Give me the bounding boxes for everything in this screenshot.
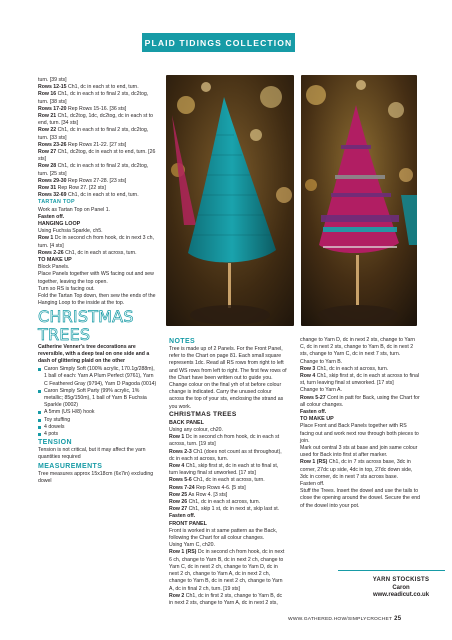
row-label: Row 26 [169,499,188,506]
fasten-off-text: Fasten off. [300,409,327,416]
row-label: Row 28 [38,163,57,170]
row-label: Rows 5-6 [169,477,192,484]
materials-item: A 5mm (US H/8) hook [38,409,158,416]
row-instruction: Rep Rows 15-16. [36 sts] [66,105,127,112]
materials-item: 4 dowels [38,424,158,431]
row-label: Row 16 [38,91,57,98]
pattern-line [300,395,420,409]
pattern-line: turn. [39 sts] [38,77,67,83]
materials-item: Caron Simply Soft (100% acrylic, 170.1g/288m), 1 ball of each: Yarn A Plum Perfect (9761), Yarn C Feathered Gray (9794), Yarn D Pagoda (0014) [38,366,158,388]
row-label: Rows 17-20 [38,105,67,112]
pattern-line [169,593,287,607]
row-instruction: Ch1, dc in each st across, turn. [315,365,389,372]
pattern-line [169,549,287,592]
pattern-title: CHRISTMAS TREES [38,306,134,344]
row-label: Row 27 [169,506,188,513]
pattern-line: Change to Yarn A. [300,387,342,394]
pattern-line [169,477,287,484]
row-instruction: Rep Rows 27-28. [23 sts] [66,177,127,184]
make-up-heading: TO MAKE UP [300,416,334,423]
page-number: 25 [394,616,402,622]
measurements-text: Tree measures approx 15x18cm (6x7in) excluding dowel [38,470,154,484]
pattern-line [38,149,158,163]
materials-item: 4 pots [38,431,158,438]
pattern-line [300,373,420,387]
row-instruction: Ch1, dc in each st to final 2 sts, dc2tog, turn. [38 sts] [38,91,149,105]
pattern-line: Using any colour, ch20. [169,427,223,434]
pattern-line [38,192,158,199]
hanging-loop-rows [38,228,158,257]
row-label: Row 25 [169,491,188,498]
row-label: Rows 7-24 [169,484,195,491]
row-instruction: Dc in second ch from hook, dc in next 3 ch, turn. [4 sts] [38,235,154,249]
row-label: Rows 2-3 [169,448,192,455]
pattern-line [38,235,158,249]
column-middle [169,337,287,607]
materials-list [38,366,158,438]
pattern-line [38,142,158,149]
pattern-line [169,449,287,463]
row-instruction: Rep Rows 4-6. [5 sts] [194,484,246,491]
pattern-line [38,127,158,141]
materials-item: Caron Simply Soft Party (99% acrylic, 1% metallic; 85g/150m), 1 ball of Yarn B Fuchsia Sparkle (0002) [38,388,158,410]
row-label: Row 27 [38,149,57,156]
front-panel-rows [169,528,287,607]
trees-heading: CHRISTMAS TREES [169,410,237,418]
row-label: Row 3 [300,365,316,372]
pattern-line [169,492,287,499]
row-instruction: Ch1, dc in each st across, turn. [187,499,261,506]
make-up-text [38,264,158,307]
row-instruction: Ch1, dc in each st to end, turn. [66,84,139,91]
tartan-top-text: Work as Tartan Top on Panel 1. [38,206,111,213]
pattern-line [38,84,158,91]
hanging-loop-heading: HANGING LOOP [38,221,81,228]
notes-text-2: Change colour on the final yrh of st before colour change is indicated. Carry the unused colour across the top of your sts, enclosing the strand as you work. [169,382,284,410]
row-label: Rows 5-27 [300,394,326,401]
pattern-line [38,106,158,113]
row-instruction: As Row 4. [3 sts] [187,491,228,498]
front-panel-heading: FRONT PANEL [169,520,207,527]
teal-tree-photo [166,75,294,326]
pattern-line: Turn so RS is facing out. [38,285,95,292]
section-banner: PLAID TIDINGS COLLECTION [142,33,295,52]
pattern-line [38,178,158,185]
row-label: Row 2 [169,592,185,599]
row-label: Rows 23-26 [38,141,67,148]
row-instruction: Ch1, skip first st, dc in each st to final st, turn leaving final st unworked. [17 sts] [169,463,279,477]
row-instruction: Ch1, dc in each st to end, turn. [66,192,139,199]
row-label: Row 1 [169,434,185,441]
row-instruction: Ch1, dc in first 2 sts, change to Yarn B, dc in next 2 sts, change to Yarn A, dc in next 2 sts, [169,592,283,606]
pattern-line: Place Panels together with WS facing out and sew together, leaving the top open. [38,271,154,285]
pattern-line [300,366,420,373]
pattern-line: Place Front and Back Panels together with RS facing out and work next row through both pieces to join. [300,423,419,444]
row-instruction: Ch1, dc in each st across, turn. [191,477,265,484]
row-label: Row 1 (RS) [300,459,328,466]
pattern-line [169,485,287,492]
pattern-line [169,463,287,477]
row-instruction: Ch1, dc2tog, dc in each st to end, turn. [26 sts] [38,149,156,163]
tartan-top-heading: TARTAN TOP [38,199,75,206]
row-label: Rows 12-15 [38,84,67,91]
measurements-heading: MEASUREMENTS [38,462,103,470]
pattern-line [38,250,158,257]
pattern-line [38,185,158,192]
tension-text: Tension is not critical, but it may affect the yarn quantities required [38,447,146,461]
stockist-link[interactable]: www.readicut.co.uk [372,592,430,598]
row-instruction: Rep Rows 21-22. [27 sts] [66,141,127,148]
make-up-text [300,423,420,509]
pattern-line [169,499,287,506]
row-label: Row 1 [38,235,54,242]
materials-item: Toy stuffing [38,417,158,424]
row-instruction: Ch1 (does not count as st throughout), dc in each st across, turn. [169,448,282,462]
row-label: Row 4 [169,463,185,470]
back-panel-rows [169,427,287,513]
pattern-rows-continued [38,77,158,199]
row-instruction: Ch1, dc in 7 sts across base, 3dc in corner, 27dc up side, 4dc in top, 27dc down side, 3dc in corner, dc in next 7 sts across base. [300,459,413,480]
plaid-tree-photo [301,75,417,326]
row-label: Rows 2-26 [38,249,64,256]
page-footer [288,616,401,622]
pattern-line: Mark out central 3 sts at base and join same colour used for Back into first st after marker. [300,445,418,459]
stockists-heading: YARN STOCKISTS [372,577,430,583]
tension-heading: TENSION [38,439,72,447]
row-label: Rows 29-30 [38,177,67,184]
row-label: Row 21 [38,113,57,120]
stockists-rule [338,570,445,571]
pattern-line: Change to Yarn B. [300,358,343,365]
pattern-line: Using Fuchsia Sparkle, ch5. [38,228,103,235]
pattern-line: Block Panels. [38,264,70,271]
front-panel-rows-continued [300,337,420,409]
pattern-line: Front is worked in st same pattern as the Back, following the Chart for all colour changes. [169,527,278,542]
pattern-line [38,91,158,105]
row-instruction: Dc in second ch from hook, dc in next 6 ch, change to Yarn B, dc in next 2 ch, change to Yarn C, dc in next 2 ch, change to Yarn D, dc in next 2 ch, change to Yarn A, dc in next 2 ch, change to Yarn B, dc in next 2 ch, change to Yarn A, dc in final 2 ch, turn. [19 sts] [169,549,285,592]
pattern-line [169,434,287,448]
row-instruction: Ch1, dc in each st to final 2 sts, dc2tog, turn. [33 sts] [38,127,149,141]
row-instruction: Ch1, dc in each st to final 2 sts, dc2tog, turn. [25 sts] [38,163,149,177]
row-instruction: Cont in patt for Back, using the Chart for all colour changes. [300,394,420,408]
pattern-line: Fold the Tartan Top down, then sew the ends of the Hanging Loop to the inside at the top. [38,293,156,307]
fasten-off-text: Fasten off. [169,513,196,520]
notes-heading: NOTES [169,338,196,345]
pattern-line: Stuff the Trees. Insert the dowel and use the tails to close the opening around the dowel. Secure the end of the dowel into your pot. [300,488,420,509]
row-label: Row 22 [38,127,57,134]
yarn-stockists [356,577,446,600]
pattern-line: Using Yarn C, ch20. [169,542,215,549]
stockist-name: Caron [392,584,410,591]
footer-site: WWW.GATHERED.HOW/SIMPLYCROCHET [288,617,393,622]
row-label: Row 31 [38,185,57,192]
column-left [38,77,158,485]
pattern-line: change to Yarn D, dc in next 2 sts, change to Yarn C, dc in next 2 sts, change to Yarn B, dc in next 2 sts, change to Yarn C, dc in next 7 sts, turn. [300,337,415,358]
pattern-line [300,459,420,481]
row-instruction: Ch1, skip 1 st, dc in next st, skip last st. [187,506,280,513]
pattern-line: Fasten off. [300,481,325,488]
fasten-off-text: Fasten off. [38,213,65,220]
pattern-intro: Catherine Venner's tree decorations are reversible, with a deep teal on one side and a dash of glittering plaid on the other [38,343,150,364]
row-instruction: Ch1, dc2tog, 1dc, dc2tog, dc in each st to end, turn. [34 sts] [38,113,154,127]
notes-text: Tree is made up of 2 Panels. For the Front Panel, refer to the Chart on page 81. Each small square represents 1dc. Read all RS rows from right to left and WS rows from left to right. The first few rows of the Chart have been written out to guide you. [169,346,287,381]
row-instruction: Ch1, skip first st, dc in each st across to final st, turn leaving final st unworked. [17 sts] [300,373,420,387]
row-label: Row 1 (RS) [169,549,197,556]
column-right [300,337,420,510]
row-instruction: Dc in second ch from hook, dc in each st across, turn. [19 sts] [169,434,280,448]
back-panel-heading: BACK PANEL [169,419,204,426]
row-label: Rows 32-69 [38,192,67,199]
make-up-heading: TO MAKE UP [38,257,72,264]
pattern-line [38,163,158,177]
row-instruction: Ch1, dc in each st across, turn. [63,249,137,256]
pattern-line [169,506,287,513]
row-instruction: Rep Row 27. [22 sts] [56,185,106,192]
row-label: Row 4 [300,373,316,380]
pattern-line [38,113,158,127]
